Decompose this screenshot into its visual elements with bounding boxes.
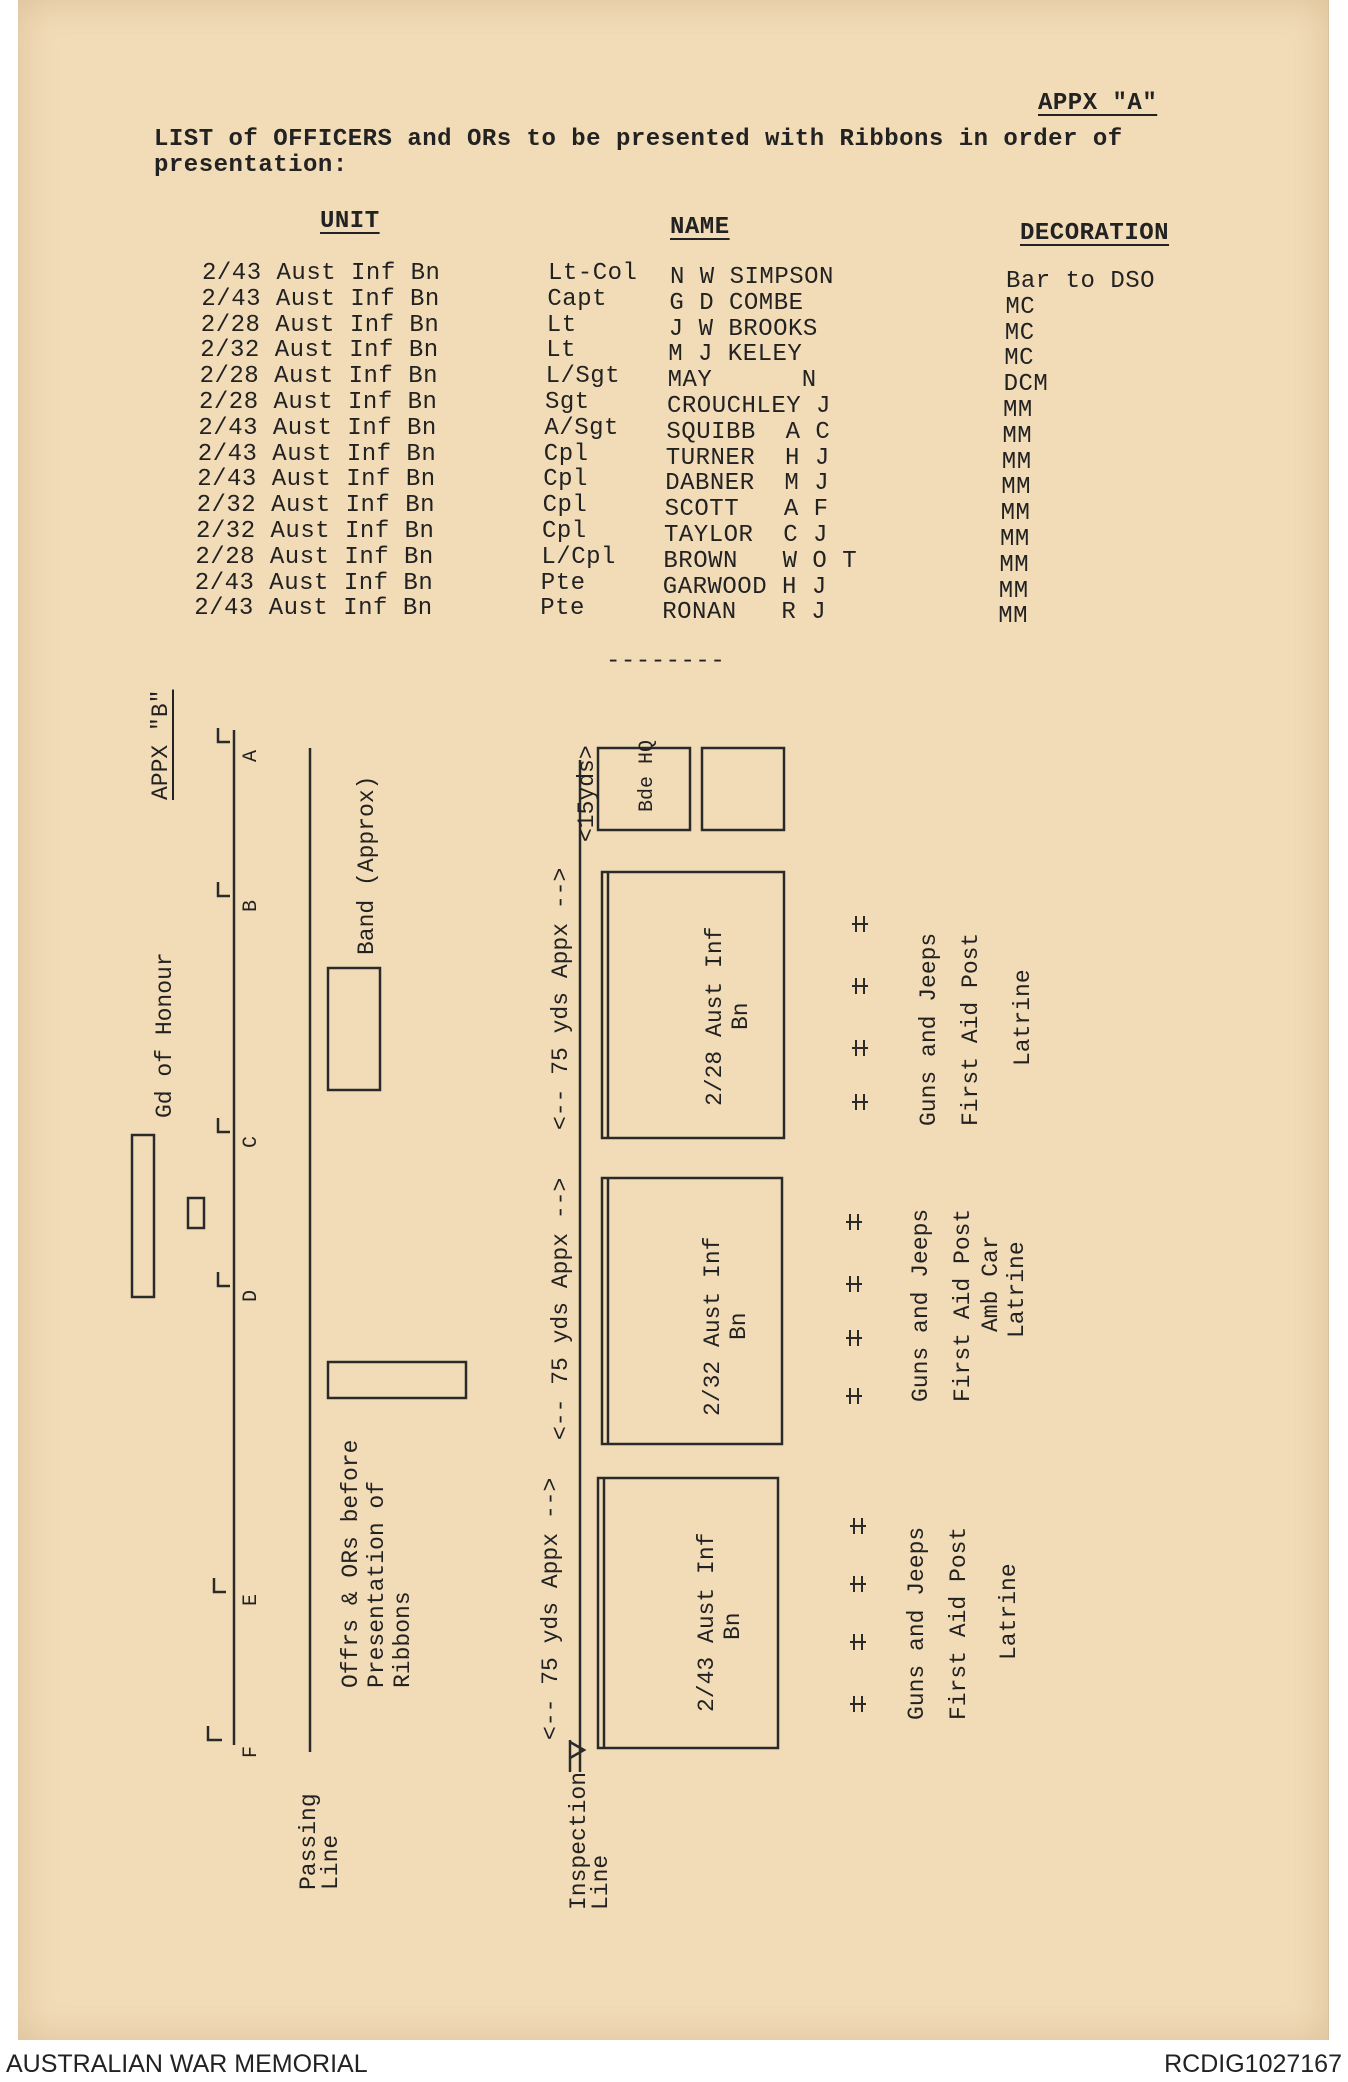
row-decoration: MM (1000, 500, 1031, 528)
row-name: DABNER M J (665, 470, 830, 498)
inspection-line-label-1: Inspection (566, 1771, 592, 1910)
distance-75-yds-3: <-- 75 yds Appx --> (538, 1477, 564, 1740)
band-label: Band (Approx) (354, 775, 380, 955)
column-header-name: NAME (670, 214, 730, 241)
latrine-label-3: Latrine (996, 1563, 1022, 1660)
latrine-label-2: Latrine (1004, 1241, 1030, 1338)
row-decoration: MM (1002, 422, 1033, 450)
row-unit: 2/28 Aust Inf Bn (199, 363, 439, 391)
row-rank: Cpl (542, 518, 587, 545)
footer-institution: AUSTRALIAN WAR MEMORIAL (6, 2050, 368, 2078)
appendix-b-label: APPX "B" (148, 689, 174, 800)
row-rank: Cpl (543, 466, 588, 494)
row-rank: A/Sgt (544, 414, 619, 442)
passing-line-label-1: Passing (296, 1793, 322, 1890)
row-unit: 2/43 Aust Inf Bn (197, 440, 437, 468)
latrine-label-1: Latrine (1010, 969, 1036, 1066)
inspection-line-label-2: Line (588, 1854, 614, 1910)
bn-2-32-box (602, 1178, 782, 1444)
saluting-base-box (188, 1198, 204, 1228)
marker-letter-f: F (240, 1745, 263, 1758)
column-header-unit: UNIT (320, 208, 380, 235)
row-name: N W SIMPSON (670, 264, 834, 291)
row-decoration: MC (1004, 345, 1034, 373)
bn-2-43-label-1: 2/43 Aust Inf (694, 1532, 720, 1712)
guard-of-honour-label: Gd of Honour (152, 952, 178, 1118)
gun-markers (846, 916, 868, 1712)
row-unit: 2/43 Aust Inf Bn (194, 595, 433, 623)
separator-line: -------- (606, 648, 726, 675)
row-unit: 2/43 Aust Inf Bn (201, 285, 440, 313)
row-decoration: DCM (1003, 371, 1049, 399)
row-rank: Sgt (545, 389, 590, 416)
marker-letter-c: C (240, 1135, 263, 1148)
amb-car-label: Amb Car (978, 1235, 1004, 1332)
row-decoration: MM (1001, 474, 1031, 502)
row-decoration: Bar to DSO (1006, 268, 1156, 295)
parade-ground-diagram (18, 0, 1328, 2040)
row-unit: 2/28 Aust Inf Bn (200, 311, 440, 339)
bn-2-28-label-1: 2/28 Aust Inf (702, 926, 728, 1106)
row-rank: Pte (540, 595, 585, 623)
row-unit: 2/43 Aust Inf Bn (197, 466, 436, 494)
flag-markers (208, 728, 230, 1740)
row-rank: L/Sgt (545, 363, 621, 391)
column-header-decoration: DECORATION (1020, 220, 1170, 247)
row-unit: 2/43 Aust Inf Bn (198, 414, 437, 442)
row-decoration: MM (1003, 397, 1033, 424)
row-name: J W BROOKS (668, 315, 818, 343)
row-name: CROUCHLEY J (667, 393, 831, 420)
bn-2-32-label-1: 2/32 Aust Inf (700, 1236, 726, 1416)
bn-2-43-label-2: Bn (720, 1612, 746, 1640)
row-name: SCOTT A F (664, 496, 829, 524)
first-aid-label-1: First Aid Post (958, 932, 984, 1126)
appendix-a-label: APPX "A" (1038, 90, 1158, 117)
row-rank: Pte (540, 569, 586, 597)
row-decoration: MM (1000, 526, 1030, 553)
row-name: TURNER H J (665, 444, 830, 472)
document-page (18, 0, 1329, 2040)
intro-line-1: LIST of OFFICERS and ORs to be presented with Ribbons in order of (154, 126, 1123, 153)
row-decoration: MC (1004, 319, 1035, 347)
offrs-label-line-2: Presentation of (364, 1480, 390, 1688)
row-rank: Capt (547, 285, 607, 313)
row-decoration: MC (1005, 293, 1036, 321)
footer-record-id: RCDIG1027167 (1164, 2050, 1342, 2078)
row-decoration: MM (998, 577, 1029, 605)
row-unit: 2/32 Aust Inf Bn (200, 337, 439, 365)
row-decoration: MM (1001, 448, 1032, 476)
row-name: RONAN R J (662, 599, 827, 627)
row-unit: 2/32 Aust Inf Bn (196, 492, 436, 520)
passing-line-label-2: Line (318, 1834, 344, 1890)
row-unit: 2/28 Aust Inf Bn (199, 389, 438, 416)
distance-15-yds: <15yds> (574, 745, 600, 842)
row-decoration: MM (999, 551, 1030, 579)
row-unit: 2/28 Aust Inf Bn (195, 543, 434, 571)
bn-2-28-label-2: Bn (728, 1002, 754, 1030)
row-name: SQUIBB A C (666, 418, 831, 446)
row-rank: Cpl (543, 440, 589, 468)
row-unit: 2/43 Aust Inf Bn (202, 260, 441, 287)
row-name: MAY N (667, 367, 817, 395)
first-aid-label-3: First Aid Post (946, 1526, 972, 1720)
row-name: G D COMBE (669, 289, 804, 317)
bde-hq-label: Bde HQ (636, 739, 659, 812)
offrs-label-line-3: Ribbons (390, 1591, 416, 1688)
band-box (328, 968, 380, 1090)
row-rank: Lt-Col (548, 260, 638, 287)
row-name: TAYLOR C J (664, 522, 828, 549)
row-name: BROWN W O T (663, 547, 858, 575)
marker-letter-b: B (240, 899, 263, 912)
bn-2-43-box (598, 1478, 778, 1748)
row-rank: Cpl (542, 492, 588, 520)
bn-2-32-label-2: Bn (726, 1312, 752, 1340)
row-decoration: MM (998, 603, 1028, 631)
offrs-label-line-1: Offrs & ORs before (338, 1439, 364, 1688)
row-rank: Lt (546, 337, 576, 365)
row-name: M J KELEY (668, 341, 803, 369)
row-name: GARWOOD H J (662, 573, 827, 601)
row-unit: 2/43 Aust Inf Bn (194, 569, 434, 597)
row-rank: Lt (546, 311, 577, 339)
marker-letter-e: E (240, 1593, 263, 1606)
guns-jeeps-label-3: Guns and Jeeps (904, 1526, 930, 1720)
row-rank: L/Cpl (541, 543, 616, 571)
offrs-ors-box (328, 1362, 466, 1398)
guns-jeeps-label-2: Guns and Jeeps (908, 1208, 934, 1402)
bn-2-28-box (602, 872, 784, 1138)
marker-letter-a: A (240, 749, 263, 762)
distance-75-yds-1: <-- 75 yds Appx --> (548, 867, 574, 1130)
guard-of-honour-box (132, 1135, 154, 1297)
first-aid-label-2: First Aid Post (950, 1208, 976, 1402)
marker-letter-d: D (240, 1289, 263, 1302)
guns-jeeps-label-1: Guns and Jeeps (916, 932, 942, 1126)
distance-75-yds-2: <-- 75 yds Appx --> (548, 1177, 574, 1440)
intro-line-2: presentation: (154, 152, 348, 179)
bde-hq-box-2 (702, 748, 784, 830)
row-unit: 2/32 Aust Inf Bn (196, 518, 435, 545)
